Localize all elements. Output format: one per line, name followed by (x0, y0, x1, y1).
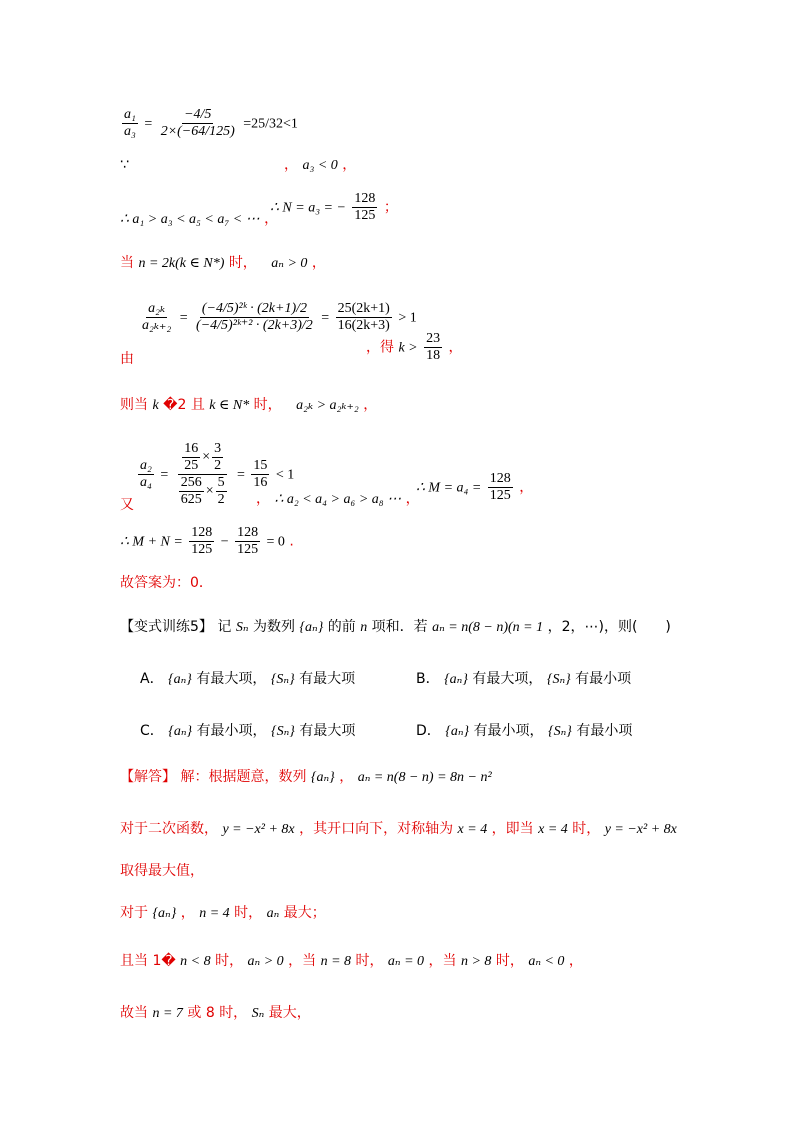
solution-tag: 【解答】 (120, 769, 176, 785)
big-fraction: $\frac{-4/5}{2\times(-64/125)}$ (160, 107, 235, 139)
also-label: 又 (120, 497, 134, 513)
block6-M: ∴ M = a₄ = $\frac{128}{125}$ ， (416, 471, 534, 503)
block4-result: ，得 k > $\frac{23}{18}$ ， (366, 331, 463, 363)
option-d[interactable]: D． {aₙ} 有最小项， {Sₙ} 有最小项 (416, 723, 633, 739)
block4-formula: $\frac{\text{a₂ₖ}}{\text{a₂ₖ₊₂}}$ = $\frac{\text{(−4/5)²ᵏ · (2k+1)/2}}{\text{(−4/5)²ᵏ⁺² · (2k+3)/2}}$ = $\frac{25(2k+1)}{16(2k+3)}$ > 1 (142, 301, 417, 333)
because-symbol: ∵ (120, 157, 129, 173)
solution-line-6: 故当 n = 7 或 8 时， Sₙ 最大， (120, 1005, 311, 1021)
block1-tail: ， a₃ < 0 ， (284, 157, 357, 173)
block4-mid-fraction: $\frac{\text{(−4/5)²ᵏ · (2k+1)/2}}{\text{(−4/5)²ᵏ⁺² · (2k+3)/2}}$ (196, 301, 313, 333)
block6-formula: $\frac{\text{a₂}}{\text{a₄}}$ = $\frac{16}{25}$ × $\frac{3}{2}$ $\frac{256}{625}$ × $\frac{5}{2}$ = $\frac{15}{16}$ < 1 (140, 441, 295, 507)
answer-line: 故答案为：0． (120, 575, 213, 591)
a1-over-a3: $\frac{\text{a₁}}{\text{a₃}}$ (124, 107, 136, 139)
from-label: 由 (120, 351, 134, 367)
block1-result: =25/32<1 (243, 116, 298, 132)
block6-chain: ， ∴ a₂ < a₄ > a₆ > a₈ ⋯ ， (256, 491, 420, 507)
N-fraction: $\frac{128}{125}$ (354, 191, 376, 223)
block7-sum: ∴ M + N = $\frac{128}{125}$ − $\frac{128}{125}$ = 0 . (120, 525, 294, 557)
block3-line: 当 n = 2k(k ∈ N*) 时， aₙ > 0 ， (120, 255, 326, 271)
exercise-stem: 【变式训练5】 记 Sₙ 为数列 {aₙ} 的前 n 项和．若 aₙ = n(8 − n)(n = 1 ，2，⋯)，则( ) (120, 619, 671, 635)
option-c[interactable]: C． {aₙ} 有最小项， {Sₙ} 有最大项 (140, 723, 356, 739)
solution-line-4: 对于 {aₙ} ， n = 4 时， aₙ 最大； (120, 905, 326, 921)
block5-line: 则当 k �2 且 k ∈ N* 时， a₂ₖ > a₂ₖ₊₂ ， (120, 397, 378, 413)
block6-mid-fraction: $\frac{16}{25}$ × $\frac{3}{2}$ $\frac{256}{625}$ × $\frac{5}{2}$ (175, 442, 231, 507)
block2-N: ∴ N = a₃ = − $\frac{128}{125}$ ； (270, 191, 398, 223)
solution-line-5: 且当 1� n < 8 时， aₙ > 0 ，当 n = 8 时， aₙ = 0 ，当 n > 8 时， aₙ < 0 ， (120, 953, 583, 969)
option-b[interactable]: B． {aₙ} 有最大项， {Sₙ} 有最小项 (416, 671, 632, 687)
solution-line-1: 【解答】 解：根据题意，数列 {aₙ} ， aₙ = n(8 − n) = 8n − n² (120, 769, 492, 785)
solution-line-2: 对于二次函数， y = −x² + 8x ，其开口向下，对称轴为 x = 4 ，即当 x = 4 时， y = −x² + 8x (120, 821, 677, 837)
block1-formula: $\frac{\text{a₁}}{\text{a₃}}$ = $\frac{-4/5}{2\times(-64/125)}$ =25/32<1 (124, 107, 298, 139)
solution-line-3: 取得最大值， (120, 863, 204, 879)
option-a[interactable]: A． {aₙ} 有最大项， {Sₙ} 有最大项 (140, 671, 356, 687)
exercise-tag: 【变式训练5】 (120, 619, 213, 635)
block2-chain: ∴ a₁ > a₃ < a₅ < a₇ < ⋯ ， (120, 211, 279, 227)
